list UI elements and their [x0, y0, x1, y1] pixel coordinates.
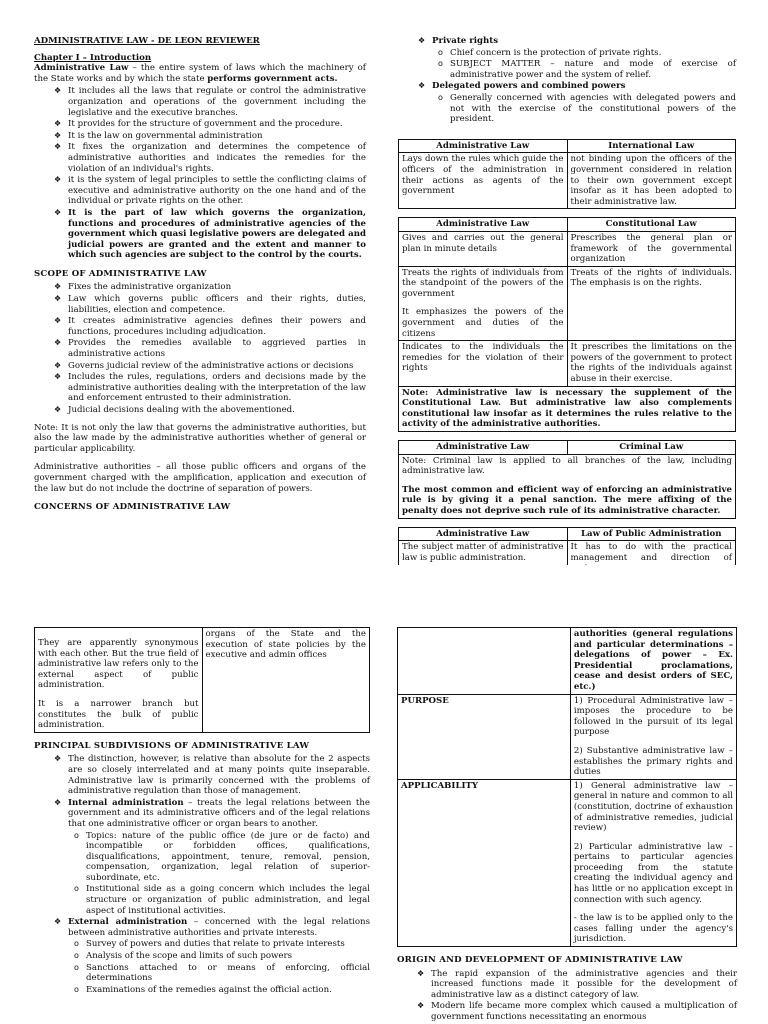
table-cell: Lays down the rules which guide the officers of the administration in their actions as agents of the government	[399, 153, 568, 209]
table-header: Criminal Law	[567, 441, 736, 455]
table-header: Law of Public Administration	[567, 527, 736, 541]
table-header: Administrative Law	[399, 139, 568, 153]
table-cell: not binding upon the officers of the government considered in relation to their own government except insofar as it has been adopted to their administrative law.	[567, 153, 736, 209]
table-row	[399, 231, 736, 266]
table-row	[399, 341, 736, 386]
table-row	[399, 386, 736, 431]
table-cell: organs of the State and the execution of state policies by the executive and admin offices	[202, 628, 370, 733]
table-cell	[399, 266, 568, 341]
sub-list-item: o Survey of powers and duties that relate to private interests	[74, 939, 370, 950]
list-item: ❖ The rapid expansion of the administrative agencies and their increased functions made it possible for the development of administrative law as a distinct category of law.	[417, 969, 737, 1001]
table-row	[398, 779, 737, 946]
external-admin-text: – concerned with the legal relations between administrative authorities and private interests.	[68, 917, 370, 938]
origin-heading: ORIGIN AND DEVELOPMENT OF ADMINISTRATIVE LAW	[397, 955, 683, 966]
document-title: ADMINISTRATIVE LAW - DE LEON REVIEWER	[34, 36, 260, 46]
comparison-table-international	[398, 139, 736, 210]
sub-list-item: o Examinations of the remedies against the official action.	[74, 985, 370, 996]
table-cell	[570, 694, 736, 779]
external-admin-label: External administration	[68, 917, 188, 928]
continued-table-public-admin	[34, 627, 370, 733]
list-item: ❖ It is the part of law which governs the organization, functions and procedures of administrative agencies of the government which quasi legislative powers are delegated and judicial powers are granted and the extent and manner to which such agencies are subject to the control by the courts.	[54, 208, 366, 261]
table-cell: Prescribes the general plan or framework of the governmental organization	[567, 231, 736, 266]
cell-text: They are apparently synonymous with each other. But the true field of administrative law refers only to the external aspect of public administration.	[38, 638, 199, 691]
list-item: ❖ The distinction, however, is relative than absolute for the 2 aspects are so closely interrelated and at many points quite inseparable. Administrative law is primarily concerned with the problems of administrative regulation than those of management.	[54, 754, 370, 796]
admin-authorities-paragraph: Administrative authorities – all those public officers and organs of the government charged with the amplification, application and execution of the law but do not include the doctrine of separation of powers.	[34, 462, 366, 494]
list-item: ❖ It provides for the structure of government and the procedure.	[54, 119, 366, 130]
row-label-purpose: PURPOSE	[398, 694, 571, 779]
page2-left-column	[34, 627, 370, 996]
intro-paragraph	[34, 63, 366, 84]
list-item: ❖ It includes all the laws that regulate or control the administrative organization and operations of the government including the legislative and the executive branches.	[54, 86, 366, 118]
concerns-list	[398, 36, 736, 125]
row-label-applicability: APPLICABILITY	[398, 779, 571, 946]
list-item: ❖ Modern life became more complex which caused a multiplication of government functions necessitating an enormous	[417, 1001, 737, 1022]
table-row	[399, 454, 736, 518]
list-item: ❖ Law which governs public officers and their rights, duties, liabilities, election and competence.	[54, 294, 366, 315]
table-cell: It prescribes the limitations on the powers of the government to protect the rights of the individuals against abuse in their exercise.	[567, 341, 736, 386]
scope-list	[34, 282, 366, 415]
cell-text: 2) Particular administrative law – pertains to particular agencies proceeding from the statute creating the individual agency and has little or no application except in connection with such agency.	[573, 841, 733, 905]
scope-heading: SCOPE OF ADMINISTRATIVE LAW	[34, 268, 207, 279]
list-item: ❖ Includes the rules, regulations, orders and decisions made by the administrative authorities dealing with the interpretation of the law and enforcement entrusted to their administration.	[54, 372, 366, 404]
cell-text: 1) Procedural Administrative law – imposes the procedure to be followed in the pursuit of its legal purpose	[573, 695, 733, 738]
intro-term: Administrative Law	[34, 63, 129, 74]
list-item	[54, 917, 370, 938]
list-item: ❖ it is the system of legal principles to settle the conflicting claims of executive and administrative authority on the one hand and of the individual or private rights on the other.	[54, 175, 366, 207]
table-cell: Treats of the rights of individuals. The emphasis is on the rights.	[567, 266, 736, 341]
list-item: ❖ It fixes the organization and determines the competence of administrative authorities and indicates the remedies for the violation of an individual's rights.	[54, 142, 366, 174]
internal-admin-text: – treats the legal relations between the government and its administrative officers and of the legal relations that one administrative officer or organ bears to another.	[68, 797, 370, 829]
table-cell: The subject matter of administrative law is public administration.	[399, 541, 568, 576]
sub-list-item: o Chief concern is the protection of private rights.	[438, 48, 736, 59]
cell-text: Treats the rights of individuals from the standpoint of the powers of the government	[402, 267, 564, 299]
internal-admin-label: Internal administration	[68, 797, 184, 808]
document-page-2	[0, 612, 768, 1024]
page-gap	[0, 565, 768, 612]
list-item: ❖ Delegated powers and combined powers	[418, 81, 736, 92]
subdivisions-heading: PRINCIPAL SUBDIVISIONS OF ADMINISTRATIVE LAW	[34, 740, 310, 751]
page1-left-column	[34, 36, 366, 516]
list-item: ❖ Provides the remedies available to aggrieved parties in administrative actions	[54, 338, 366, 359]
table-row	[399, 266, 736, 341]
table-row	[398, 694, 737, 779]
cell-text: Note: Criminal law is applied to all branches of the law, including administrative law.	[402, 455, 732, 477]
subdivisions-list	[34, 754, 370, 995]
concerns-heading: CONCERNS OF ADMINISTRATIVE LAW	[34, 502, 231, 513]
table-note: Note: Administrative law is necessary the supplement of the Constitutional Law. But administrative law also complements constitutional law insofar as it determines the rules relative to the activity of the administrative authorities.	[399, 386, 736, 431]
sub-list-item: o Analysis of the scope and limits of such powers	[74, 951, 370, 962]
table-cell: Indicates to the individuals the remedies for the violation of their rights	[399, 341, 568, 386]
list-item: ❖ Judicial decisions dealing with the abovementioned.	[54, 405, 366, 416]
page1-right-column	[398, 36, 736, 580]
table-row	[399, 153, 736, 209]
sub-list-item: o Sanctions attached to or means of enforcing, official determinations	[74, 963, 370, 984]
table-cell	[570, 779, 736, 946]
comparison-table-constitutional	[398, 217, 736, 432]
table-header: Administrative Law	[399, 527, 568, 541]
list-item: ❖ It is the law on governmental administration	[54, 131, 366, 142]
definition-list	[34, 86, 366, 261]
table-cell: It has to do with the practical management and direction of	[567, 541, 736, 576]
cell-text: 2) Substantive administrative law – establishes the primary rights and duties	[573, 745, 733, 778]
table-cell	[35, 628, 203, 733]
comparison-table-criminal	[398, 440, 736, 519]
intro-text: – the entire system of laws which the machinery of the State works and by which the state	[34, 63, 366, 84]
table-cell: authorities (general regulations and particular determinations – delegations of power – Ex. Presidential proclamations, cease and desist orders of SEC, etc.)	[570, 628, 736, 695]
list-item: ❖ Fixes the administrative organization	[54, 282, 366, 293]
list-item: ❖ Governs judicial review of the administrative actions or decisions	[54, 361, 366, 372]
sub-list-item: o Generally concerned with agencies with delegated powers and not with the exercise of the constitutional powers of the president.	[438, 93, 736, 125]
table-header: International Law	[567, 139, 736, 153]
intro-bold: performs government acts.	[207, 73, 338, 84]
note-paragraph: Note: It is not only the law that governs the administrative authorities, but also the law made by the administrative authorities whether of general or particular applicability.	[34, 422, 366, 454]
classification-table	[397, 627, 737, 947]
cell-text: It is a narrower branch but constitutes the bulk of public administration.	[38, 698, 199, 731]
sub-list-item: o Topics: nature of the public office (de jure or de facto) and incompatible or forbidden offices, qualifications, disqualifications, appointment, tenure, removal, pension, compensation, organization, legal relation of superior-subordinate, etc.	[74, 831, 370, 884]
table-cell	[398, 628, 571, 695]
table-row	[35, 628, 370, 733]
list-item	[54, 798, 370, 830]
chapter-heading: Chapter I – Introduction	[34, 52, 152, 63]
cell-text: - the law is to be applied only to the cases falling under the agency's jurisdiction.	[573, 913, 733, 945]
table-cell	[399, 454, 736, 518]
sub-list-item: o SUBJECT MATTER – nature and mode of exercise of administrative power and the system of relief.	[438, 59, 736, 80]
page2-right-column	[397, 627, 737, 1024]
table-header: Administrative Law	[399, 441, 568, 455]
cell-text: 1) General administrative law – general in nature and common to all (constitution, doctrine of exhaustion of administrative remedies, judicial review)	[573, 780, 733, 834]
list-item: ❖ Private rights	[418, 36, 736, 47]
table-header: Administrative Law	[399, 218, 568, 232]
sub-list-item: o Institutional side as a going concern which includes the legal structure or organization of public administration, and legal aspect of institutional activities.	[74, 884, 370, 916]
cell-text: It emphasizes the powers of the government and duties of the citizens	[402, 307, 564, 339]
cell-text: The most common and efficient way of enforcing an administrative rule is by giving it a penal sanction. The mere affixing of the penalty does not deprive such rule of its administrative character.	[402, 484, 732, 516]
table-row	[398, 628, 737, 695]
origin-list	[397, 969, 737, 1023]
table-cell: Gives and carries out the general plan in minute details	[399, 231, 568, 266]
table-header: Constitutional Law	[567, 218, 736, 232]
list-item: ❖ It creates administrative agencies defines their powers and functions, procedures including adjudication.	[54, 316, 366, 337]
